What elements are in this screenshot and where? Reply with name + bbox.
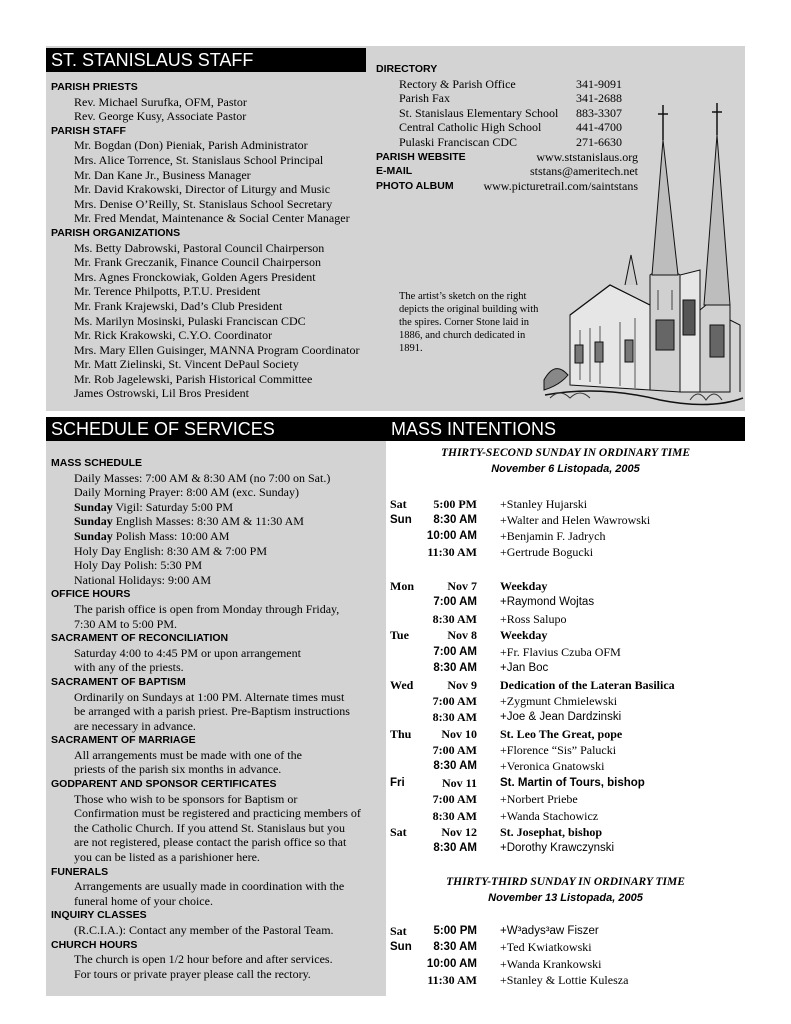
- mass-row: [390, 528, 745, 544]
- week1-title: THIRTY-SECOND SUNDAY IN ORDINARY TIME: [440, 447, 690, 459]
- mass-day: Sun: [390, 514, 412, 526]
- mass-row: [390, 726, 745, 742]
- mass-time: Nov 7: [447, 579, 477, 593]
- website-label: PARISH WEBSITE: [376, 150, 466, 163]
- mass-intention: +W³adys³aw Fiszer: [500, 925, 599, 937]
- mass-row: [390, 775, 745, 791]
- mass-time: 7:00 AM: [432, 694, 477, 708]
- mass-intention: +Wanda Krankowski: [500, 957, 602, 971]
- schedule-line: The parish office is open from Monday through Friday,: [74, 601, 340, 616]
- mass-time: 7:00 AM: [432, 792, 477, 806]
- schedule-line: Daily Masses: 7:00 AM & 8:30 AM (no 7:00 on Sat.): [74, 470, 331, 485]
- directory-phone: 441-4700: [576, 120, 622, 135]
- mass-intention: Weekday: [500, 628, 548, 642]
- mass-day: Sat: [390, 497, 407, 511]
- schedule-line: the Catholic Church. If you attend St. Stanislaus but you: [74, 820, 345, 835]
- schedule-line: Holy Day Polish: 5:30 PM: [74, 558, 203, 573]
- week2-title: THIRTY-THIRD SUNDAY IN ORDINARY TIME: [446, 876, 685, 888]
- directory-name: Parish Fax: [399, 91, 450, 106]
- mass-row: [390, 693, 745, 709]
- schedule-list: [51, 456, 391, 981]
- email-link[interactable]: ststans@ameritech.net: [529, 164, 638, 179]
- staff-title: ST. STANISLAUS STAFF: [46, 48, 366, 72]
- website-link[interactable]: www.ststanislaus.org: [536, 149, 638, 164]
- schedule-line: you can be listed as a parishioner here.: [74, 850, 260, 865]
- sketch-caption: The artist’s sketch on the right depicts the original building with the spires. Corner Stone laid in 1886, and church dedicated in 1891.: [399, 291, 539, 354]
- staff-line: Rev. Michael Surufka, OFM, Pastor: [74, 94, 247, 109]
- mass-row: [390, 512, 745, 528]
- staff-line: Mr. Matt Zielinski, St. Vincent DePaul Society: [74, 357, 299, 372]
- mass-time: 7:00 AM: [433, 646, 477, 658]
- staff-line: Mr. Frank Greczanik, Finance Council Chairperson: [74, 255, 321, 270]
- directory-phone: 341-2688: [576, 91, 622, 106]
- mass-row: [390, 578, 745, 594]
- mass-intention: Weekday: [500, 579, 548, 593]
- mass-intention: St. Josephat, bishop: [500, 825, 603, 839]
- mass-day: Wed: [390, 678, 414, 692]
- directory-phone: 271-6630: [576, 134, 622, 149]
- schedule-heading: OFFICE HOURS: [51, 588, 131, 601]
- mass-row: [390, 677, 745, 693]
- week1-date: November 6 Listopada, 2005: [491, 463, 640, 475]
- mass-intention: +Ross Salupo: [500, 612, 567, 626]
- staff-line: Mr. Rick Krakowski, C.Y.O. Coordinator: [74, 328, 273, 343]
- mass-day: Sat: [390, 825, 407, 839]
- mass-intention: +Walter and Helen Wawrowski: [500, 513, 651, 527]
- mass-intention: +Wanda Stachowicz: [500, 809, 599, 823]
- mass-row: [390, 709, 745, 725]
- schedule-heading: SACRAMENT OF RECONCILIATION: [51, 632, 229, 645]
- mass-intention: +Fr. Flavius Czuba OFM: [500, 645, 621, 659]
- photo-album-label: PHOTO ALBUM: [376, 179, 454, 192]
- schedule-line: be arranged with a parish priest. Pre-Baptism instructions: [74, 704, 350, 719]
- staff-line: Mr. Dan Kane Jr., Business Manager: [74, 167, 251, 182]
- schedule-line: Holy Day English: 8:30 AM & 7:00 PM: [74, 543, 268, 558]
- schedule-line: Sunday English Masses: 8:30 AM & 11:30 AM: [74, 514, 304, 529]
- schedule-heading: GODPARENT AND SPONSOR CERTIFICATES: [51, 778, 277, 791]
- directory-name: Pulaski Franciscan CDC: [399, 134, 517, 149]
- mass-row: [390, 840, 745, 856]
- mass-intention: +Florence “Sis” Palucki: [500, 743, 617, 757]
- mass-row: [390, 923, 745, 939]
- mass-time: 8:30 AM: [433, 941, 477, 953]
- mass-row: [390, 742, 745, 758]
- staff-line: Mr. Terence Philpotts, P.T.U. President: [74, 284, 261, 299]
- staff-line: James Ostrowski, Lil Bros President: [74, 386, 249, 401]
- schedule-line: Sunday Polish Mass: 10:00 AM: [74, 528, 230, 543]
- staff-line: Mrs. Agnes Fronckowiak, Golden Agers President: [74, 269, 316, 284]
- schedule-line: All arrangements must be made with one of the: [74, 747, 302, 762]
- mass-intention: +Dorothy Krawczynski: [500, 842, 615, 854]
- mass-row: [390, 644, 745, 660]
- schedule-line: with any of the priests.: [74, 660, 184, 675]
- mass-time: 8:30 AM: [433, 842, 477, 854]
- mass-time: Nov 9: [447, 678, 477, 692]
- mass-time: 11:30 AM: [427, 545, 477, 559]
- staff-line: Mrs. Alice Torrence, St. Stanislaus School Principal: [74, 152, 324, 167]
- mass-day: Thu: [390, 727, 412, 741]
- schedule-line: Daily Morning Prayer: 8:00 AM (exc. Sunday): [74, 485, 299, 500]
- directory-phone: 341-9091: [576, 76, 622, 91]
- staff-list: [51, 80, 391, 401]
- schedule-line: For tours or private prayer please call the rectory.: [74, 966, 311, 981]
- staff-heading: PARISH STAFF: [51, 124, 126, 137]
- mass-time: 10:00 AM: [426, 958, 477, 970]
- schedule-heading: SACRAMENT OF BAPTISM: [51, 675, 186, 688]
- mass-row: [390, 939, 745, 955]
- mass-row: [390, 972, 745, 988]
- schedule-line: Those who wish to be sponsors for Baptism or: [74, 791, 298, 806]
- schedule-line: priests of the parish six months in advance.: [74, 762, 282, 777]
- mass-row: [390, 956, 745, 972]
- staff-line: Mr. David Krakowski, Director of Liturgy and Music: [74, 182, 331, 197]
- schedule-title: SCHEDULE OF SERVICES: [46, 417, 386, 441]
- week2-date: November 13 Listopada, 2005: [488, 892, 643, 904]
- mass-time: Nov 11: [441, 776, 477, 790]
- mass-day: Tue: [390, 628, 409, 642]
- mass-time: 8:30 AM: [433, 662, 477, 674]
- schedule-line: funeral home of your choice.: [74, 893, 213, 908]
- schedule-line: National Holidays: 9:00 AM: [74, 572, 211, 587]
- mass-row: [390, 496, 745, 512]
- staff-heading: PARISH ORGANIZATIONS: [51, 226, 181, 239]
- mass-intention: +Joe & Jean Dardzinski: [500, 711, 622, 723]
- mass-intention: +Raymond Wojtas: [500, 596, 595, 608]
- mass-intention: +Zygmunt Chmielewski: [500, 694, 618, 708]
- directory-name: Central Catholic High School: [399, 120, 542, 135]
- staff-heading: PARISH PRIESTS: [51, 81, 138, 93]
- mass-row: [390, 791, 745, 807]
- schedule-heading: CHURCH HOURS: [51, 938, 138, 951]
- directory-row: [376, 77, 638, 92]
- mass-intentions-title: MASS INTENTIONS: [386, 417, 745, 441]
- mass-intention: +Veronica Gnatowski: [500, 759, 605, 773]
- directory-phone: 883-3307: [576, 105, 622, 120]
- mass-time: 10:00 AM: [426, 530, 477, 542]
- mass-time: 7:00 AM: [433, 596, 477, 608]
- mass-row: [390, 758, 745, 774]
- mass-time: 11:30 AM: [427, 973, 477, 987]
- mass-row: [390, 824, 745, 840]
- mass-intention: St. Martin of Tours, bishop: [500, 777, 645, 789]
- directory-heading: DIRECTORY: [376, 63, 438, 75]
- mass-row: [390, 544, 745, 560]
- directory-name: St. Stanislaus Elementary School: [399, 105, 559, 120]
- mass-row: [390, 660, 745, 676]
- mass-intention: +Stanley Hujarski: [500, 497, 588, 511]
- mass-time: 7:00 AM: [432, 743, 477, 757]
- staff-line: Ms. Marilyn Mosinski, Pulaski Franciscan CDC: [74, 313, 306, 328]
- church-sketch-image: [540, 100, 745, 410]
- email-label: E-MAIL: [376, 165, 413, 178]
- mass-day: Sun: [390, 941, 412, 953]
- mass-day: Sat: [390, 924, 407, 938]
- staff-line: Mrs. Denise O’Reilly, St. Stanislaus School Secretary: [74, 196, 333, 211]
- mass-row: [390, 594, 745, 610]
- mass-day: Fri: [390, 777, 405, 789]
- schedule-line: are not registered, please contact the parish office so that: [74, 835, 347, 850]
- schedule-line: Saturday 4:00 to 4:45 PM or upon arrangement: [74, 645, 301, 660]
- mass-intention: +Norbert Priebe: [500, 792, 578, 806]
- schedule-line: Ordinarily on Sundays at 1:00 PM. Alternate times must: [74, 689, 345, 704]
- mass-time: Nov 8: [447, 628, 477, 642]
- staff-line: Mrs. Mary Ellen Guisinger, MANNA Program Coordinator: [74, 342, 360, 357]
- staff-line: Mr. Bogdan (Don) Pieniak, Parish Administrator: [74, 138, 308, 153]
- schedule-heading: FUNERALS: [51, 865, 109, 878]
- mass-intention: +Gertrude Bogucki: [500, 545, 594, 559]
- mass-intention: +Stanley & Lottie Kulesza: [500, 973, 629, 987]
- schedule-line: Confirmation must be registered and practicing members of: [74, 806, 361, 821]
- mass-row: [390, 627, 745, 643]
- schedule-heading: INQUIRY CLASSES: [51, 909, 147, 922]
- staff-line: Rev. George Kusy, Associate Pastor: [74, 109, 247, 124]
- mass-time: 8:30 AM: [433, 514, 477, 526]
- mass-intention: Dedication of the Lateran Basilica: [500, 678, 675, 692]
- mass-day: Mon: [390, 579, 414, 593]
- mass-time: 8:30 AM: [432, 710, 477, 724]
- mass-row: [390, 808, 745, 824]
- mass-time: Nov 12: [441, 825, 477, 839]
- schedule-line: are necessary in advance.: [74, 718, 196, 733]
- mass-time: Nov 10: [441, 727, 477, 741]
- mass-intention: +Ted Kwiatkowski: [500, 940, 592, 954]
- staff-line: Ms. Betty Dabrowski, Pastoral Council Chairperson: [74, 240, 325, 255]
- mass-intention: +Jan Boc: [500, 662, 549, 674]
- schedule-heading: SACRAMENT OF MARRIAGE: [51, 734, 196, 747]
- directory-name: Rectory & Parish Office: [399, 76, 516, 91]
- schedule-line: Arrangements are usually made in coordination with the: [74, 879, 345, 894]
- mass-intention: +Benjamin F. Jadrych: [500, 529, 606, 543]
- mass-time: 5:00 PM: [433, 925, 477, 937]
- staff-line: Mr. Fred Mendat, Maintenance & Social Center Manager: [74, 211, 350, 226]
- mass-time: 8:30 AM: [433, 760, 477, 772]
- staff-line: Mr. Rob Jagelewski, Parish Historical Committee: [74, 371, 313, 386]
- schedule-line: Sunday Vigil: Saturday 5:00 PM: [74, 499, 234, 514]
- schedule-heading: MASS SCHEDULE: [51, 457, 143, 469]
- photo-album-link[interactable]: www.picturetrail.com/saintstans: [483, 178, 638, 193]
- mass-time: 5:00 PM: [433, 497, 477, 511]
- schedule-line: 7:30 AM to 5:00 PM.: [74, 616, 178, 631]
- mass-intention: St. Leo The Great, pope: [500, 727, 623, 741]
- schedule-line: (R.C.I.A.): Contact any member of the Pastoral Team.: [74, 923, 334, 937]
- mass-time: 8:30 AM: [432, 809, 477, 823]
- schedule-line: The church is open 1/2 hour before and after services.: [74, 952, 333, 967]
- staff-line: Mr. Frank Krajewski, Dad’s Club President: [74, 298, 283, 313]
- mass-row: [390, 611, 745, 627]
- mass-time: 8:30 AM: [432, 612, 477, 626]
